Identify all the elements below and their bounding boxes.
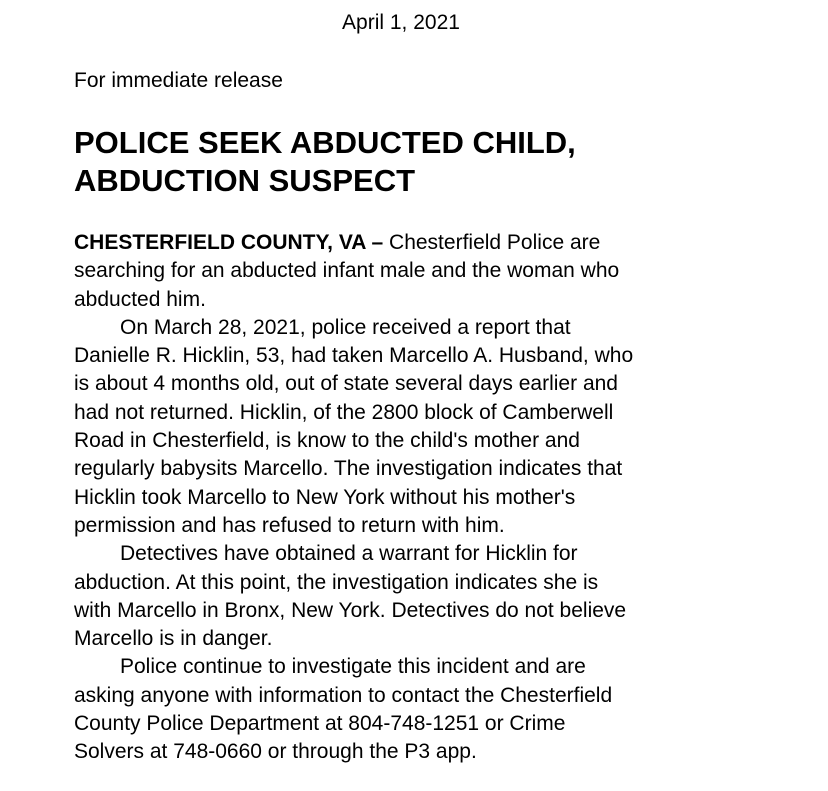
paragraph-3-line: Detectives have obtained a warrant for Hicklin for bbox=[120, 542, 578, 566]
paragraph-1-line-text: Chesterfield Police are bbox=[383, 231, 601, 254]
headline-line-1: POLICE SEEK ABDUCTED CHILD, bbox=[74, 125, 576, 160]
paragraph-2-line: regularly babysits Marcello. The investigation indicates that bbox=[74, 457, 623, 481]
paragraph-2-line: Hicklin took Marcello to New York without his mother's bbox=[74, 485, 576, 509]
headline-line-2: ABDUCTION SUSPECT bbox=[74, 163, 416, 198]
paragraph-4-line: County Police Department at 804-748-1251 or Crime bbox=[74, 712, 566, 736]
paragraph-2-line: permission and has refused to return with him. bbox=[74, 513, 505, 537]
paragraph-4-line: Solvers at 748-0660 or through the P3 app. bbox=[74, 740, 477, 764]
paragraph-1-line: searching for an abducted infant male and the woman who bbox=[74, 259, 620, 283]
paragraph-3-line: with Marcello in Bronx, New York. Detectives do not believe bbox=[74, 598, 627, 622]
paragraph-2-line: On March 28, 2021, police received a report that bbox=[120, 315, 571, 339]
paragraph-3-line: Marcello is in danger. bbox=[74, 627, 273, 651]
paragraph-2-line: had not returned. Hicklin, of the 2800 block of Camberwell bbox=[74, 400, 614, 424]
release-note: For immediate release bbox=[74, 69, 283, 92]
release-date: April 1, 2021 bbox=[342, 11, 460, 34]
paragraph-2-line: Road in Chesterfield, is know to the child's mother and bbox=[74, 429, 580, 453]
paragraph-2-line: Danielle R. Hicklin, 53, had taken Marcello A. Husband, who bbox=[74, 344, 634, 368]
dateline: CHESTERFIELD COUNTY, VA – bbox=[74, 231, 384, 254]
paragraph-3-line: abduction. At this point, the investigation indicates she is bbox=[74, 570, 599, 594]
paragraph-1-line: abducted him. bbox=[74, 287, 206, 311]
paragraph-4-line: Police continue to investigate this incident and are bbox=[120, 655, 586, 679]
paragraph-1-line bbox=[74, 229, 814, 257]
release-body bbox=[74, 229, 814, 767]
paragraph-4-line: asking anyone with information to contact the Chesterfield bbox=[74, 683, 613, 707]
paragraph-2-line: is about 4 months old, out of state several days earlier and bbox=[74, 372, 618, 396]
headline bbox=[74, 124, 774, 200]
